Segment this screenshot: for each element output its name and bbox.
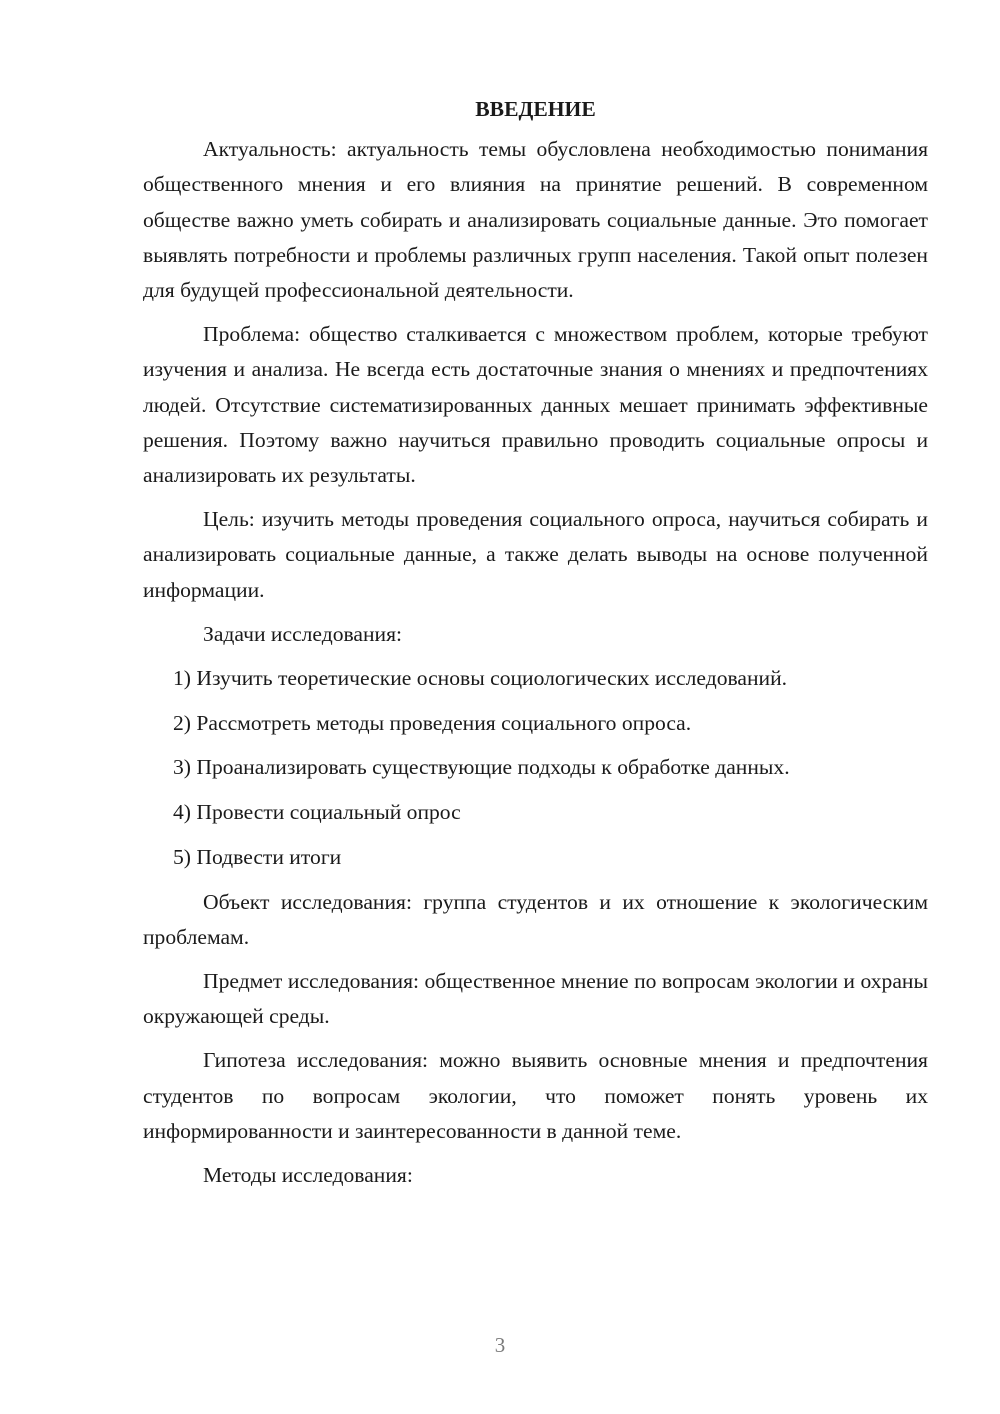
paragraph-problem: Проблема: общество сталкивается с множеством проблем, которые требуют изучения и анализа. Не всегда есть достаточные знания о мнениях и предпочтениях людей. Отсутствие систематизированных данных мешает принимать эффективные решения. Поэтому важно научиться правильно проводить социальные опросы и анализировать их результаты.: [143, 322, 928, 488]
tasks-heading: Задачи исследования:: [203, 621, 403, 646]
paragraph-goal: Цель: изучить методы проведения социального опроса, научиться собирать и анализировать социальные данные, а также делать выводы на основе полученной информации.: [143, 507, 928, 602]
page-number: 3: [494, 1333, 506, 1357]
task-item: 2) Рассмотреть методы проведения социального опроса.: [173, 710, 692, 735]
task-item: 3) Проанализировать существующие подходы к обработке данных.: [173, 755, 790, 780]
paragraph-relevance: Актуальность: актуальность темы обусловлена необходимостью понимания общественного мнения и его влияния на принятие решений. В современном обществе важно уметь собирать и анализировать социальные данные. Это помогает выявлять потребности и проблемы различных групп населения. Такой опыт полезен для будущей профессиональной деятельности.: [143, 137, 928, 303]
task-item: 5) Подвести итоги: [173, 844, 342, 869]
paragraph-subject: Предмет исследования: общественное мнение по вопросам экологии и охраны окружающей среды.: [143, 968, 928, 1029]
task-item: 1) Изучить теоретические основы социологических исследований.: [173, 666, 788, 691]
page-content: [143, 92, 928, 1202]
paragraph-object: Объект исследования: группа студентов и их отношение к экологическим проблемам.: [143, 889, 928, 949]
methods-heading: Методы исследования:: [203, 1162, 413, 1187]
section-title: ВВЕДЕНИЕ: [475, 97, 596, 121]
paragraph-hypothesis: Гипотеза исследования: можно выявить основные мнения и предпочтения студентов по вопросам экологии, что поможет понять уровень их информированности и заинтересованности в данной теме.: [143, 1048, 928, 1143]
task-item: 4) Провести социальный опрос: [173, 800, 461, 825]
tasks-list: [143, 661, 928, 875]
